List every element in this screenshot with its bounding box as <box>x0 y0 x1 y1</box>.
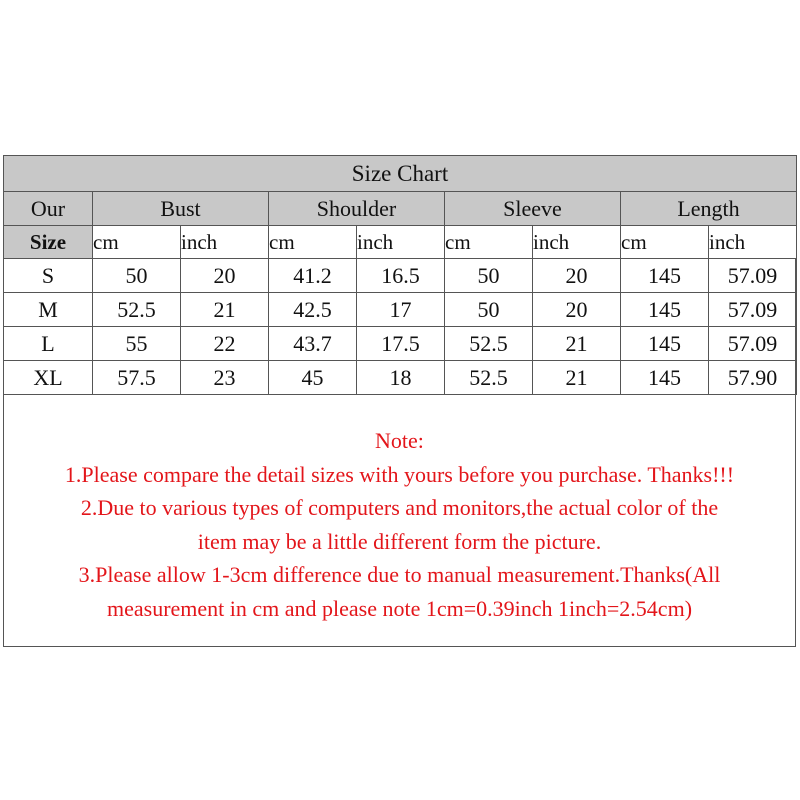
size-cell: M <box>4 293 93 327</box>
table-cell: 145 <box>621 293 709 327</box>
table-cell: 43.7 <box>269 327 357 361</box>
bust-header: Bust <box>93 192 269 226</box>
note-heading: Note: <box>375 428 424 453</box>
table-cell: 145 <box>621 327 709 361</box>
shoulder-header: Shoulder <box>269 192 445 226</box>
unit-header: cm <box>445 226 533 259</box>
note-line: 1.Please compare the detail sizes with yours before you purchase. Thanks!!! <box>64 461 735 487</box>
sleeve-header: Sleeve <box>445 192 621 226</box>
table-cell: 57.90 <box>709 361 797 395</box>
size-table <box>3 155 797 395</box>
table-cell: 22 <box>181 327 269 361</box>
table-cell: 45 <box>269 361 357 395</box>
table-cell: 145 <box>621 259 709 293</box>
table-cell: 50 <box>445 293 533 327</box>
table-cell: 57.5 <box>93 361 181 395</box>
unit-header: cm <box>269 226 357 259</box>
unit-header: inch <box>709 226 797 259</box>
table-cell: 52.5 <box>445 361 533 395</box>
table-cell: 57.09 <box>709 293 797 327</box>
unit-header: inch <box>357 226 445 259</box>
table-cell: 17 <box>357 293 445 327</box>
unit-header: cm <box>621 226 709 259</box>
table-cell: 50 <box>93 259 181 293</box>
table-cell: 52.5 <box>445 327 533 361</box>
table-cell: 17.5 <box>357 327 445 361</box>
unit-header: inch <box>533 226 621 259</box>
notes-section <box>4 424 795 625</box>
table-cell: 55 <box>93 327 181 361</box>
table-cell: 20 <box>181 259 269 293</box>
our-size-header: Our <box>4 192 93 226</box>
table-cell: 42.5 <box>269 293 357 327</box>
note-line: 2.Due to various types of computers and monitors,the actual color of the <box>80 495 719 520</box>
unit-header: cm <box>93 226 181 259</box>
table-cell: 21 <box>533 327 621 361</box>
table-row <box>4 327 797 361</box>
table-cell: 20 <box>533 259 621 293</box>
table-cell: 21 <box>533 361 621 395</box>
size-chart <box>3 155 796 647</box>
size-cell: XL <box>4 361 93 395</box>
table-cell: 41.2 <box>269 259 357 293</box>
size-cell: S <box>4 259 93 293</box>
table-cell: 57.09 <box>709 259 797 293</box>
table-cell: 16.5 <box>357 259 445 293</box>
table-cell: 50 <box>445 259 533 293</box>
unit-header: inch <box>181 226 269 259</box>
table-cell: 57.09 <box>709 327 797 361</box>
table-cell: 21 <box>181 293 269 327</box>
table-cell: 23 <box>181 361 269 395</box>
note-line: 3.Please allow 1-3cm difference due to manual measurement.Thanks(All <box>78 562 721 587</box>
table-cell: 52.5 <box>93 293 181 327</box>
table-title: Size Chart <box>4 156 797 192</box>
table-cell: 20 <box>533 293 621 327</box>
table-row <box>4 361 797 395</box>
note-line: measurement in cm and please note 1cm=0.39inch 1inch=2.54cm) <box>106 595 693 621</box>
table-cell: 145 <box>621 361 709 395</box>
our-size-header-bottom: Size <box>4 226 93 259</box>
table-cell: 18 <box>357 361 445 395</box>
note-line: item may be a little different form the picture. <box>197 528 602 554</box>
size-cell: L <box>4 327 93 361</box>
length-header: Length <box>621 192 797 226</box>
table-row <box>4 293 797 327</box>
table-row <box>4 259 797 293</box>
